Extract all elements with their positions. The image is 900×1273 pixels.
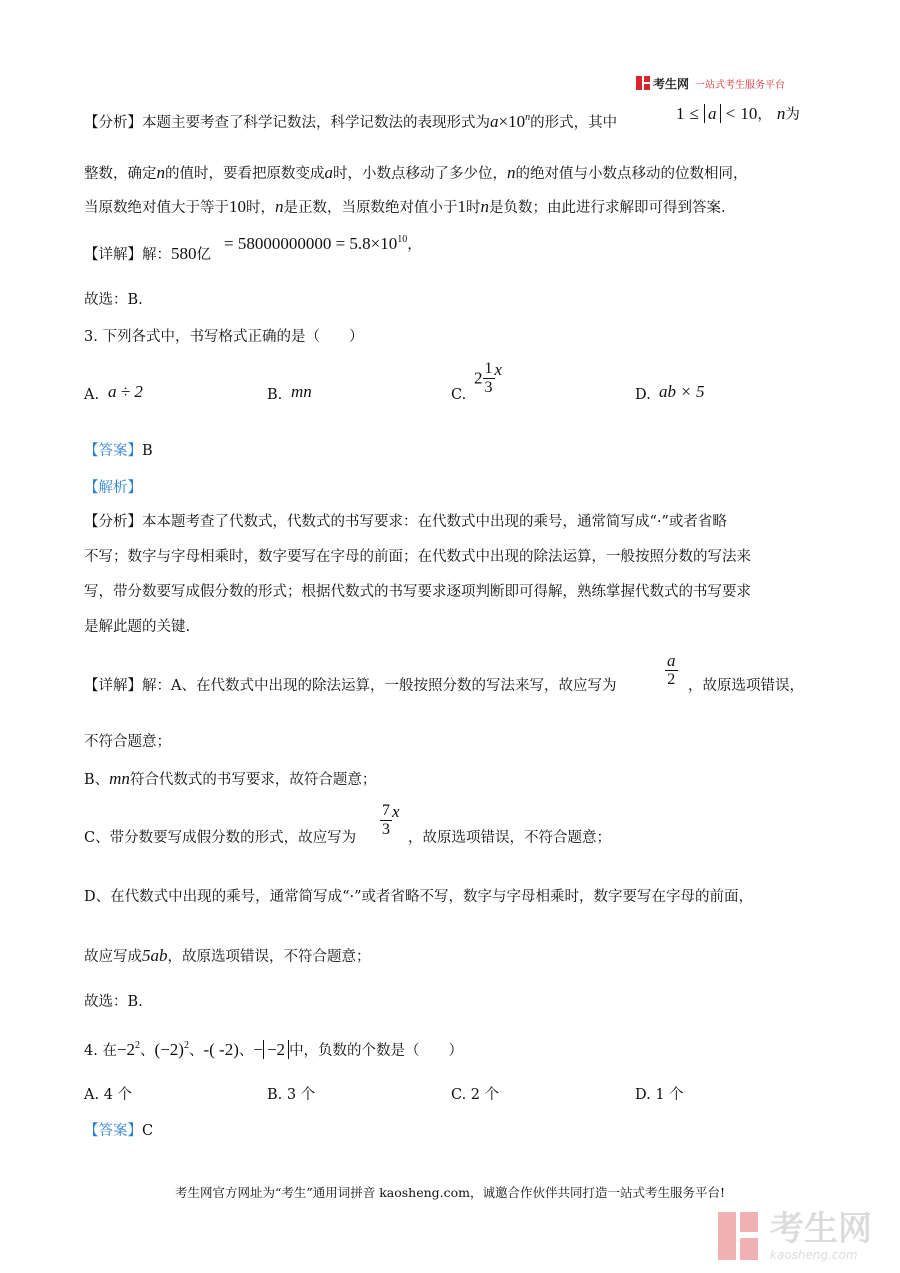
header-logo xyxy=(636,74,785,92)
q3-analysis-line-3: 写，带分数要写成假分数的形式；根据代数式的书写要求逐项判断即可得解，熟练掌握代数式的书写要求 xyxy=(84,584,751,600)
kaosheng-logo-icon xyxy=(636,76,650,90)
logo-name: 考生网 xyxy=(653,76,690,91)
q3-option-c: C. xyxy=(451,387,467,403)
q4-option-b: B. 3 个 xyxy=(267,1087,316,1103)
q4-answer: 【答案】C xyxy=(84,1123,154,1139)
q3-detail-a-line-2: 不符合题意； xyxy=(84,734,171,750)
q2-detail-equation: = $58000000000 = 5.8\times 10^{10}$， xyxy=(224,234,422,253)
q3-detail-d-line-1: D、在代数式中出现的乘号，通常简写成“·”或者省略不写，数字与字母相乘时，数字要写在字母的前面， xyxy=(84,889,754,905)
q3-solution-label: 【解析】 xyxy=(84,480,142,496)
kaosheng-watermark-icon xyxy=(718,1212,762,1260)
q3-answer: 【答案】B xyxy=(84,443,153,459)
q3-stem: 3. 下列各式中，书写格式正确的是（ ） xyxy=(84,329,364,345)
q3-detail-a-fraction: $\frac{a}{2}$ xyxy=(667,651,676,688)
watermark xyxy=(718,1210,872,1262)
q2-detail: 【详解】解：580亿 xyxy=(84,244,211,263)
q3-option-a: A. xyxy=(84,387,100,403)
q3-choose: 故选：B. xyxy=(84,994,143,1010)
q4-option-c: C. 2 个 xyxy=(451,1087,500,1103)
q3-analysis-line-1: 【分析】本本题考查了代数式，代数式的书写要求：在代数式中出现的乘号，通常简写成“·”或者省略 xyxy=(84,514,727,530)
q3-detail-c: C、带分数要写成假分数的形式，故应写为 xyxy=(84,830,357,846)
q3-detail-d-line-2: 故应写成5ab，故原选项错误，不符合题意； xyxy=(84,946,371,965)
q4-option-d: D. 1 个 xyxy=(635,1087,684,1103)
q3-option-b-expr: mn xyxy=(291,382,312,401)
q3-option-a-expr: a ÷ 2 xyxy=(108,382,143,401)
mixed-fraction: $\frac{1}{3}$ xyxy=(484,360,493,396)
q3-detail-c-fraction: $\frac{7}{3}$ x xyxy=(382,802,400,838)
q3-option-d-expr: ab × 5 xyxy=(659,382,705,401)
q2-analysis-line-3: 当原数绝对值大于等于10时，n是正数，当原数绝对值小于1时n是负数；由此进行求解即可得到答案. xyxy=(84,197,726,216)
watermark-url: kaosheng.com xyxy=(770,1248,858,1262)
q3-detail-b: B、mn符合代数式的书写要求，故符合题意； xyxy=(84,769,377,788)
q2-analysis-line-2: 整数，确定n的值时，要看把原数变成a时，小数点移动了多少位，n的绝对值与小数点移动的位数相同， xyxy=(84,163,748,182)
q3-detail-a: 【详解】解：A、在代数式中出现的除法运算，一般按照分数的写法来写，故应写为 xyxy=(84,678,617,694)
q3-detail-a-end: ，故原选项错误， xyxy=(688,678,804,694)
q3-analysis-line-2: 不写；数字与字母相乘时，数字要写在字母的前面；在代数式中出现的除法运算，一般按照分数的写法来 xyxy=(84,549,751,565)
watermark-name: 考生网 xyxy=(770,1209,872,1249)
q3-detail-c-end: ，故原选项错误，不符合题意； xyxy=(408,830,611,846)
footer-text: 考生网官方网址为“考生”通用词拼音 kaosheng.com，诚邀合作伙伴共同打造一站式考生服务平台! xyxy=(174,1185,726,1200)
q4-option-a: A. 4 个 xyxy=(84,1087,133,1103)
q2-analysis-line-1: 【分析】本题主要考查了科学记数法，科学记数法的表现形式为$a\times 10^n$的形式，其中 xyxy=(84,112,618,131)
q3-option-c-expr: 2 $\frac{1}{3}$ x xyxy=(474,360,503,396)
q3-option-b: B. xyxy=(267,387,283,403)
q2-inequality: 1 ≤ a < 10， n为 xyxy=(676,104,800,123)
q3-analysis-line-4: 是解此题的关键. xyxy=(84,619,191,635)
logo-tagline: 一站式考生服务平台 xyxy=(695,79,786,91)
q3-option-d: D. xyxy=(635,387,651,403)
q4-stem: 4. 在$-2^2$、$(-2)^2$、-( -2)、− −2 中，负数的个数是（ ） xyxy=(84,1040,464,1059)
q2-choose: 故选：B. xyxy=(84,292,143,308)
